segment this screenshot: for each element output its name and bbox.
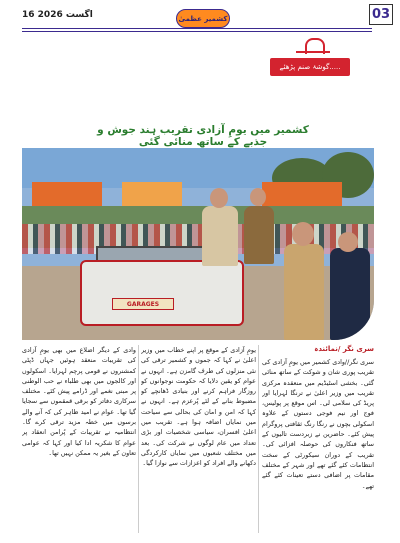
section-tag[interactable]: گوشۂ صنم پڑھئے.....	[270, 58, 350, 76]
dignitary	[202, 206, 238, 266]
header-rule	[22, 31, 372, 32]
tent-shape	[122, 182, 182, 208]
tag-hanger-bar	[296, 51, 330, 53]
issue-date: 16 اگست 2026	[22, 10, 93, 20]
guard-head	[292, 222, 314, 246]
police-officer	[244, 206, 274, 264]
tent-shape	[262, 182, 342, 208]
dignitary-head	[210, 188, 228, 208]
byline: سری نگر /نمائندہ	[314, 345, 374, 353]
article-column: وادی کے دیگر اضلاع میں بھی یومِ آزادی کی تقریبات منعقد ہوئیں جہاں ڈپٹی کمشنروں نے قومی پرچم لہرایا۔ اسکولوں اور کالجوں میں بھی طلباء نے حب الوطنی پر مبنی نغمے اور ڈرامے پیش کئے۔ مختلف سرکاری دفاتر کو برقی قمقموں سے سجایا گیا تھا۔ عوام نے امید ظاہر کی کہ آنے والے برسوں میں خطہ مزید ترقی کرے گا۔ انتظامیہ نے تقریبات کے پُرامن انعقاد پر عوام کا شکریہ ادا کیا اور کہا کہ عوامی تعاون کے بغیر یہ ممکن نہیں تھا۔	[22, 346, 136, 457]
column-divider	[138, 345, 139, 533]
jeep-plate: GARAGES	[112, 298, 174, 310]
article-column: یومِ آزادی کے موقع پر اپنے خطاب میں وزیر اعلیٰ نے کہا کہ جموں و کشمیر ترقی کی نئی منزلوں کی طرف گامزن ہے۔ انہوں نے عوام کو یقین دلایا کہ حکومت نوجوانوں کو روزگار فراہم کرنے اور بنیادی ڈھانچے کو مضبوط بنانے کے لئے پُرعزم ہے۔ انہوں نے کہا کہ امن و امان کی بحالی سے سیاحت میں نمایاں اضافہ ہوا ہے۔ تقریب میں اعلیٰ افسران، سیاسی شخصیات اور بڑی تعداد میں عام لوگوں نے شرکت کی۔ بعد میں مختلف شعبوں میں نمایاں کارکردگی دکھانے والے افراد کو اعزازات سے نوازا گیا۔	[141, 346, 256, 468]
article-headline: کشمیر میں یومِ آزادی تقریب ہند جوش و جذبے کے ساتھ منائی گئی	[97, 124, 309, 148]
article-photo	[22, 148, 374, 340]
page-number: 03	[369, 4, 393, 25]
article-column: سری نگر//وادی کشمیر میں یومِ آزادی کی تقریب پوری شان و شوکت کے ساتھ منائی گئی۔ بخشی اسٹیڈیم میں منعقدہ مرکزی تقریب میں وزیر اعلیٰ نے ترنگا لہرایا اور پریڈ کی سلامی لی۔ اس موقع پر پولیس، فوج اور نیم فوجی دستوں کے علاوہ اسکولی بچوں نے رنگا رنگ ثقافتی پروگرام پیش کئے۔ حاضرین نے زبردست تالیوں کے ساتھ فنکاروں کی حوصلہ افزائی کی۔ تقریب کے دوران سیکورٹی کے سخت انتظامات کئے گئے تھے اور شہر کے مختلف مقامات پر اضافی دستے تعینات کئے گئے تھے۔	[262, 358, 374, 490]
column-divider	[258, 345, 259, 533]
personnel-head	[338, 232, 358, 252]
officer-head	[250, 188, 266, 206]
security-personnel	[330, 248, 370, 340]
guard	[284, 244, 324, 340]
ceremonial-jeep	[80, 260, 244, 326]
header-rule	[22, 28, 372, 29]
newspaper-logo: کشمیر عظمیٰ	[176, 9, 230, 28]
tent-shape	[32, 182, 102, 208]
